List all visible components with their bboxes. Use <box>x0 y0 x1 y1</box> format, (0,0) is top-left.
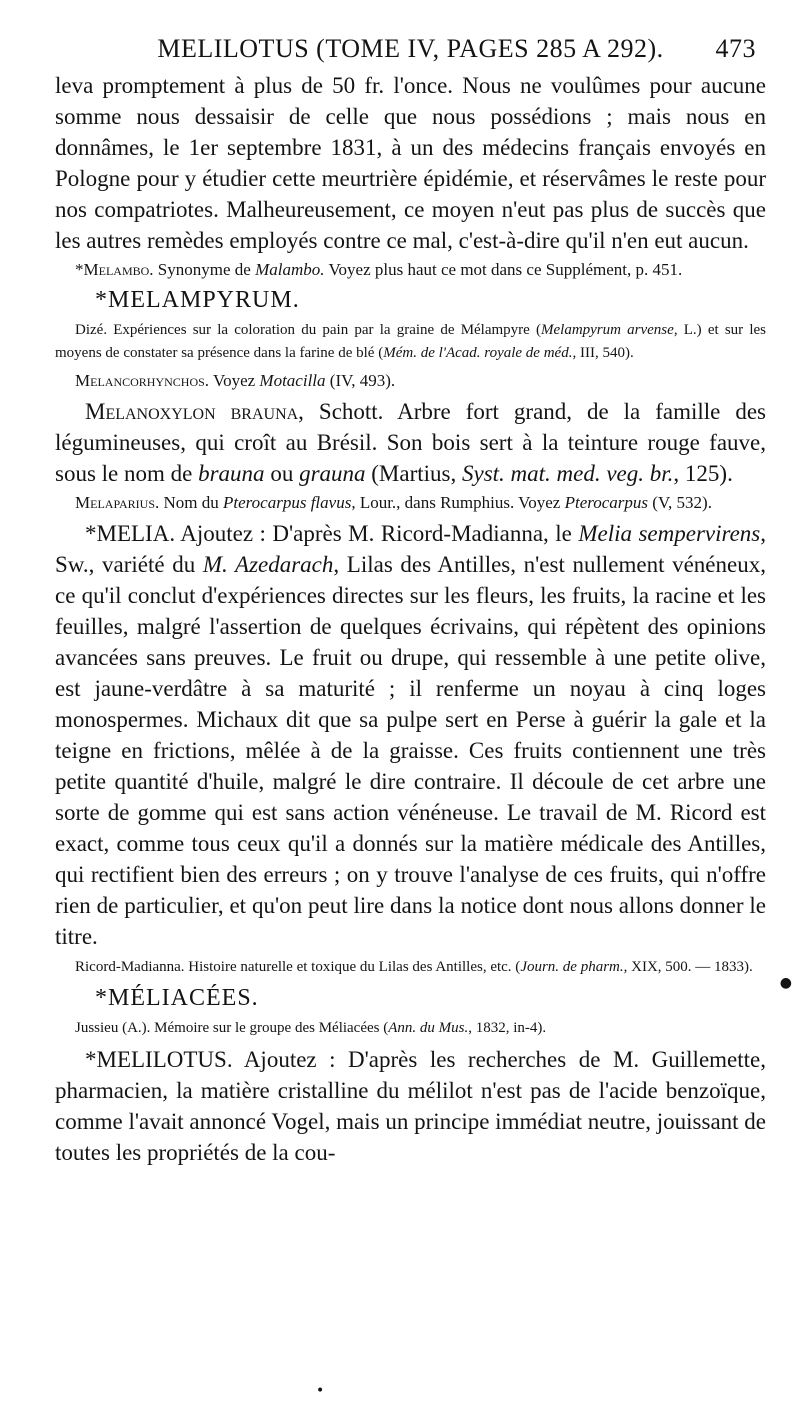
entry-term: Melancorhynchos. <box>75 371 210 390</box>
entry-melancorhynchos: Melancorhynchos. Voyez Motacilla (IV, 493). <box>75 371 396 390</box>
bibliography-melia: Ricord-Madianna. Histoire naturelle et toxique du Lilas des Antilles, etc. (Journ. de pharm., XIX, 500. — 1833). <box>75 959 753 975</box>
entry-melambo: *Melambo. Synonyme de Malambo. Voyez plus haut ce mot dans ce Supplément, p. 451. <box>75 260 683 279</box>
entry-melia: *MELIA. Ajoutez : D'après M. Ricord-Madianna, le Melia sempervirens, Sw., variété du M. Azedarach, Lilas des Antilles, n'est nullement vénéneux, ce qu'il conclut d'expériences directes sur les fleurs, les fruits, la racine et les feuilles, malgré l'assertion de quelques écrivains, qui répètent des opinions avancées sans preuves. Le fruit ou drupe, qui ressemble à une petite olive, est jaune-verdâtre à sa maturité ; il renferme un noyau à cinq loges monospermes. Michaux dit que sa pulpe sert en Perse à guérir la gale et la teigne en frictions, mêlée à de la graisse. Ces fruits contiennent une très petite quantité d'huile, malgré le dire contraire. Il découle de cet arbre une sorte de gomme qui est sans action vénéneuse. Le travail de M. Ricord est exact, comme tous ceux qu'il a donnés sur la matière médicale des Antilles, qui rectifient bien des erreurs ; on y trouve l'analyse de ces fruits, qui n'offre rien de particulier, et qu'on peut lire dans la notice dont nous allons donner le titre. <box>55 521 766 949</box>
entry-term: *Melambo. <box>75 260 154 279</box>
entry-heading-meliacees: *MÉLIACÉES. <box>95 985 259 1011</box>
entry-term: *MELILOTUS. <box>85 1047 233 1072</box>
entry-term: *MELIA. <box>85 521 176 546</box>
bibliography-melampyrum: Dizé. Expériences sur la coloration du pain par la graine de Mélampyre (Melampyrum arvense, L.) et sur les moyens de constater sa présence dans la farine de blé (Mém. de l'Acad. royale de méd., III, 540). <box>55 322 766 361</box>
entry-melanoxylon: Melanoxylon brauna, Schott. Arbre fort grand, de la famille des légumineuses, qui croît au Brésil. Son bois sert à la teinture rouge fauve, sous le nom de brauna ou grauna (Martius, Syst. mat. med. veg. br., 125). <box>55 399 767 486</box>
entry-term: Melanoxylon brauna, <box>85 399 304 424</box>
running-title: MELILOTUS (TOME IV, PAGES 285 A 292). <box>157 34 664 63</box>
page-number: 473 <box>715 34 756 63</box>
entry-melaparius: Melaparius. Nom du Pterocarpus flavus, Lour., dans Rumphius. Voyez Pterocarpus (V, 532). <box>75 493 712 512</box>
bibliography-meliacees: Jussieu (A.). Mémoire sur le groupe des Méliacées (Ann. du Mus., 1832, in-4). <box>75 1020 547 1036</box>
entry-heading-melampyrum: *MELAMPYRUM. <box>95 287 300 313</box>
entry-term: Melaparius. <box>75 493 160 512</box>
bottom-dot-icon: • <box>316 1383 325 1399</box>
running-header <box>55 34 766 64</box>
margin-mark-icon: ● <box>779 975 792 991</box>
continued-paragraph: leva promptement à plus de 50 fr. l'once. Nous ne voulûmes pour aucune somme nous dessaisir de celle que nous possédions ; mais nous en donnâmes, le 1er septembre 1831, à un des médecins français envoyés en Pologne pour y étudier cette meurtrière épidémie, et réservâmes le reste pour nos compatriotes. Malheureusement, ce moyen n'eut pas plus de succès que les autres remèdes employés contre ce mal, c'est-à-dire qu'il n'en eut aucun. <box>55 73 766 253</box>
entry-melilotus: *MELILOTUS. Ajoutez : D'après les recherches de M. Guillemette, pharmacien, la matière cristalline du mélilot n'est pas de l'acide benzoïque, comme l'avait annoncé Vogel, mais un principe immédiat neutre, jouissant de toutes les propriétés de la cou- <box>55 1047 767 1165</box>
